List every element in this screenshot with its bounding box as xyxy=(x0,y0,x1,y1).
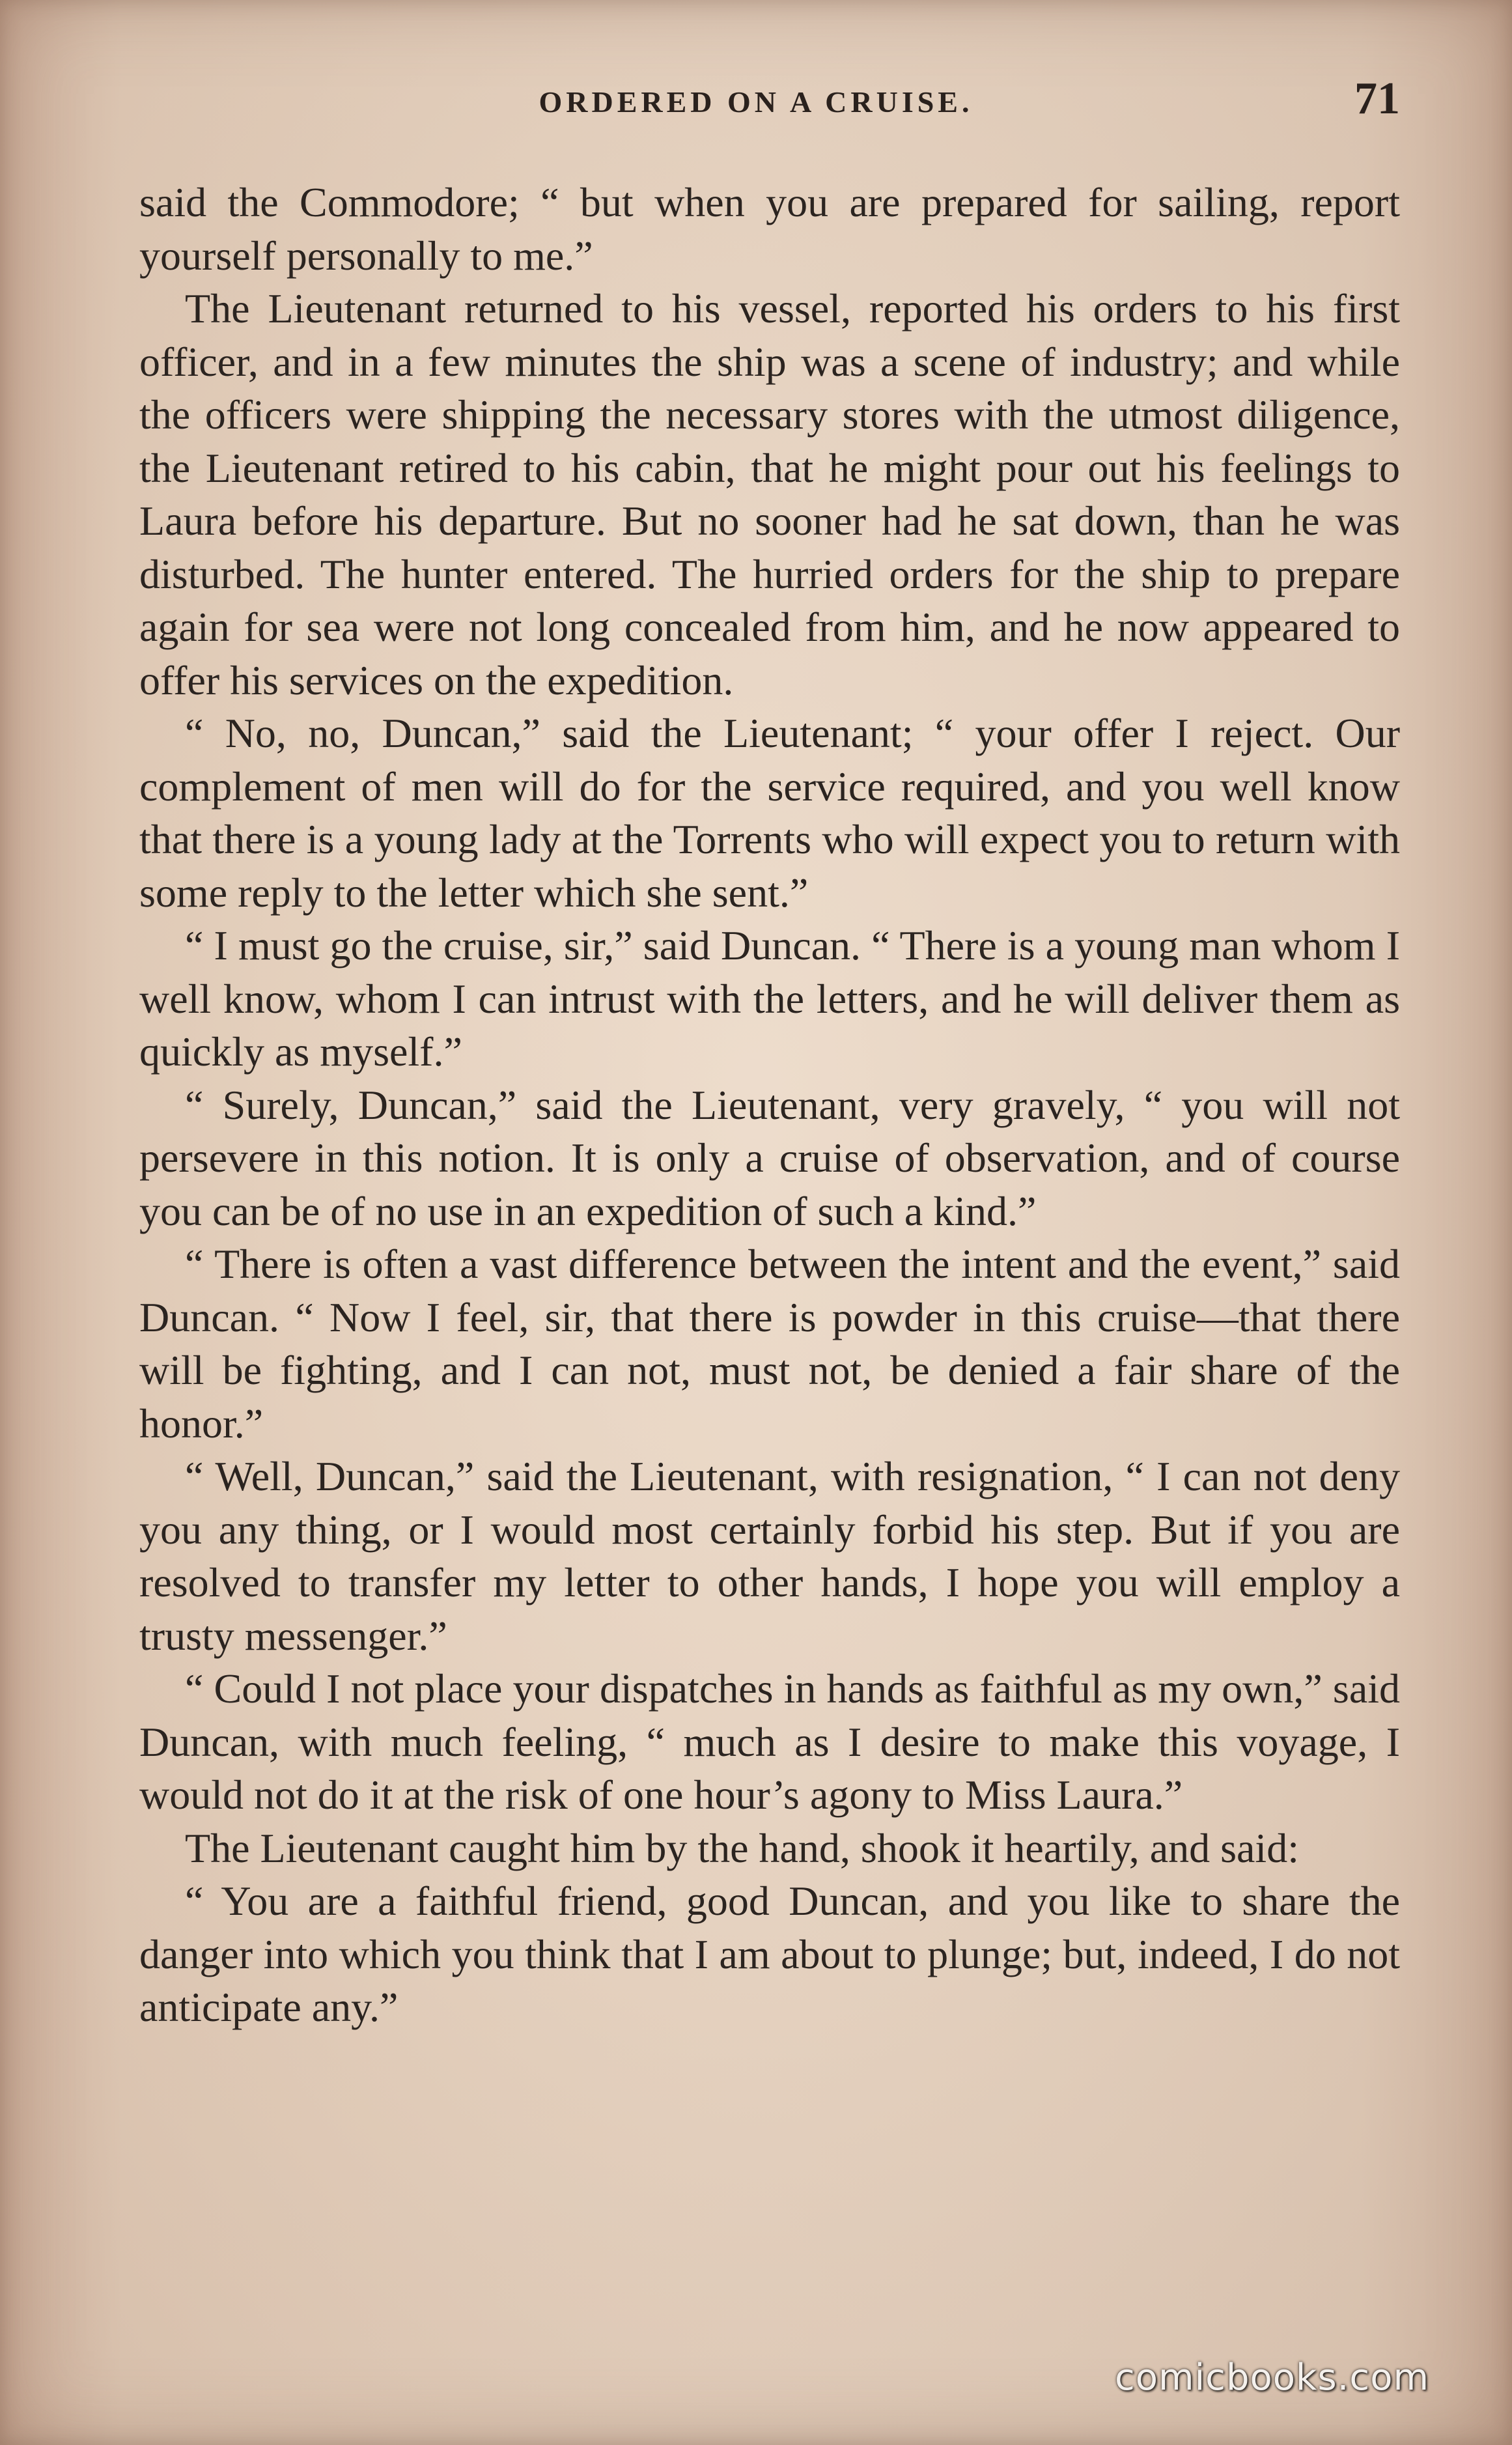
paragraph: “ I must go the cruise, sir,” said Duncan. “ There is a young man whom I well know, whom I can intrust with the letters, and he will deliver them as quickly as myself.” xyxy=(139,922,1400,1075)
paragraph: “ You are a faithful friend, good Duncan, and you like to share the danger into which you think that I am about to plunge; but, indeed, I do not anticipate any.” xyxy=(139,1878,1400,2030)
paragraph: “ Surely, Duncan,” said the Lieutenant, very gravely, “ you will not persevere in this notion. It is only a cruise of observation, and of course you can be of no use in an expedition of such a kind.” xyxy=(139,1081,1400,1234)
paragraph: “ No, no, Duncan,” said the Lieutenant; “ your offer I reject. Our complement of men will do for the service required, and you well know that there is a young lady at the Torrents who will expect you to return with some reply to the letter which she sent.” xyxy=(139,710,1400,916)
running-title: ORDERED ON A CRUISE. xyxy=(539,85,973,119)
paragraph: “ Well, Duncan,” said the Lieutenant, with resignation, “ I can not deny you any thing, or I would most certainly forbid his step. But if you are resolved to transfer my letter to other hands, I hope you will employ a trusty messenger.” xyxy=(139,1453,1400,1659)
paragraph: The Lieutenant caught him by the hand, shook it heartily, and said: xyxy=(185,1824,1299,1871)
body-text xyxy=(139,176,1400,2034)
page-number: 71 xyxy=(1354,74,1400,124)
paragraph: “ Could I not place your dispatches in hands as faithful as my own,” said Duncan, with much feeling, “ much as I desire to make this voyage, I would not do it at the risk of one hour’s agony to Miss Laura.” xyxy=(139,1665,1400,1818)
paragraph: The Lieutenant returned to his vessel, reported his orders to his first officer, and in a few minutes the ship was a scene of industry; and while the officers were shipping the necessary stores with the utmost diligence, the Lieutenant retired to his cabin, that he might pour out his feelings to Laura before his departure. But no sooner had he sat down, than he was disturbed. The hunter entered. The hurried orders for the ship to prepare again for sea were not long concealed from him, and he now appeared to offer his services on the expedition. xyxy=(139,285,1400,703)
watermark: comicbooks.com xyxy=(1115,2356,1430,2399)
paragraph: said the Commodore; “ but when you are prepared for sailing, report yourself personally to me.” xyxy=(139,179,1400,279)
paragraph: “ There is often a vast difference between the intent and the event,” said Duncan. “ Now I feel, sir, that there is powder in this cruise—that there will be fighting, and I can not, must not, be denied a fair share of the honor.” xyxy=(139,1241,1400,1447)
